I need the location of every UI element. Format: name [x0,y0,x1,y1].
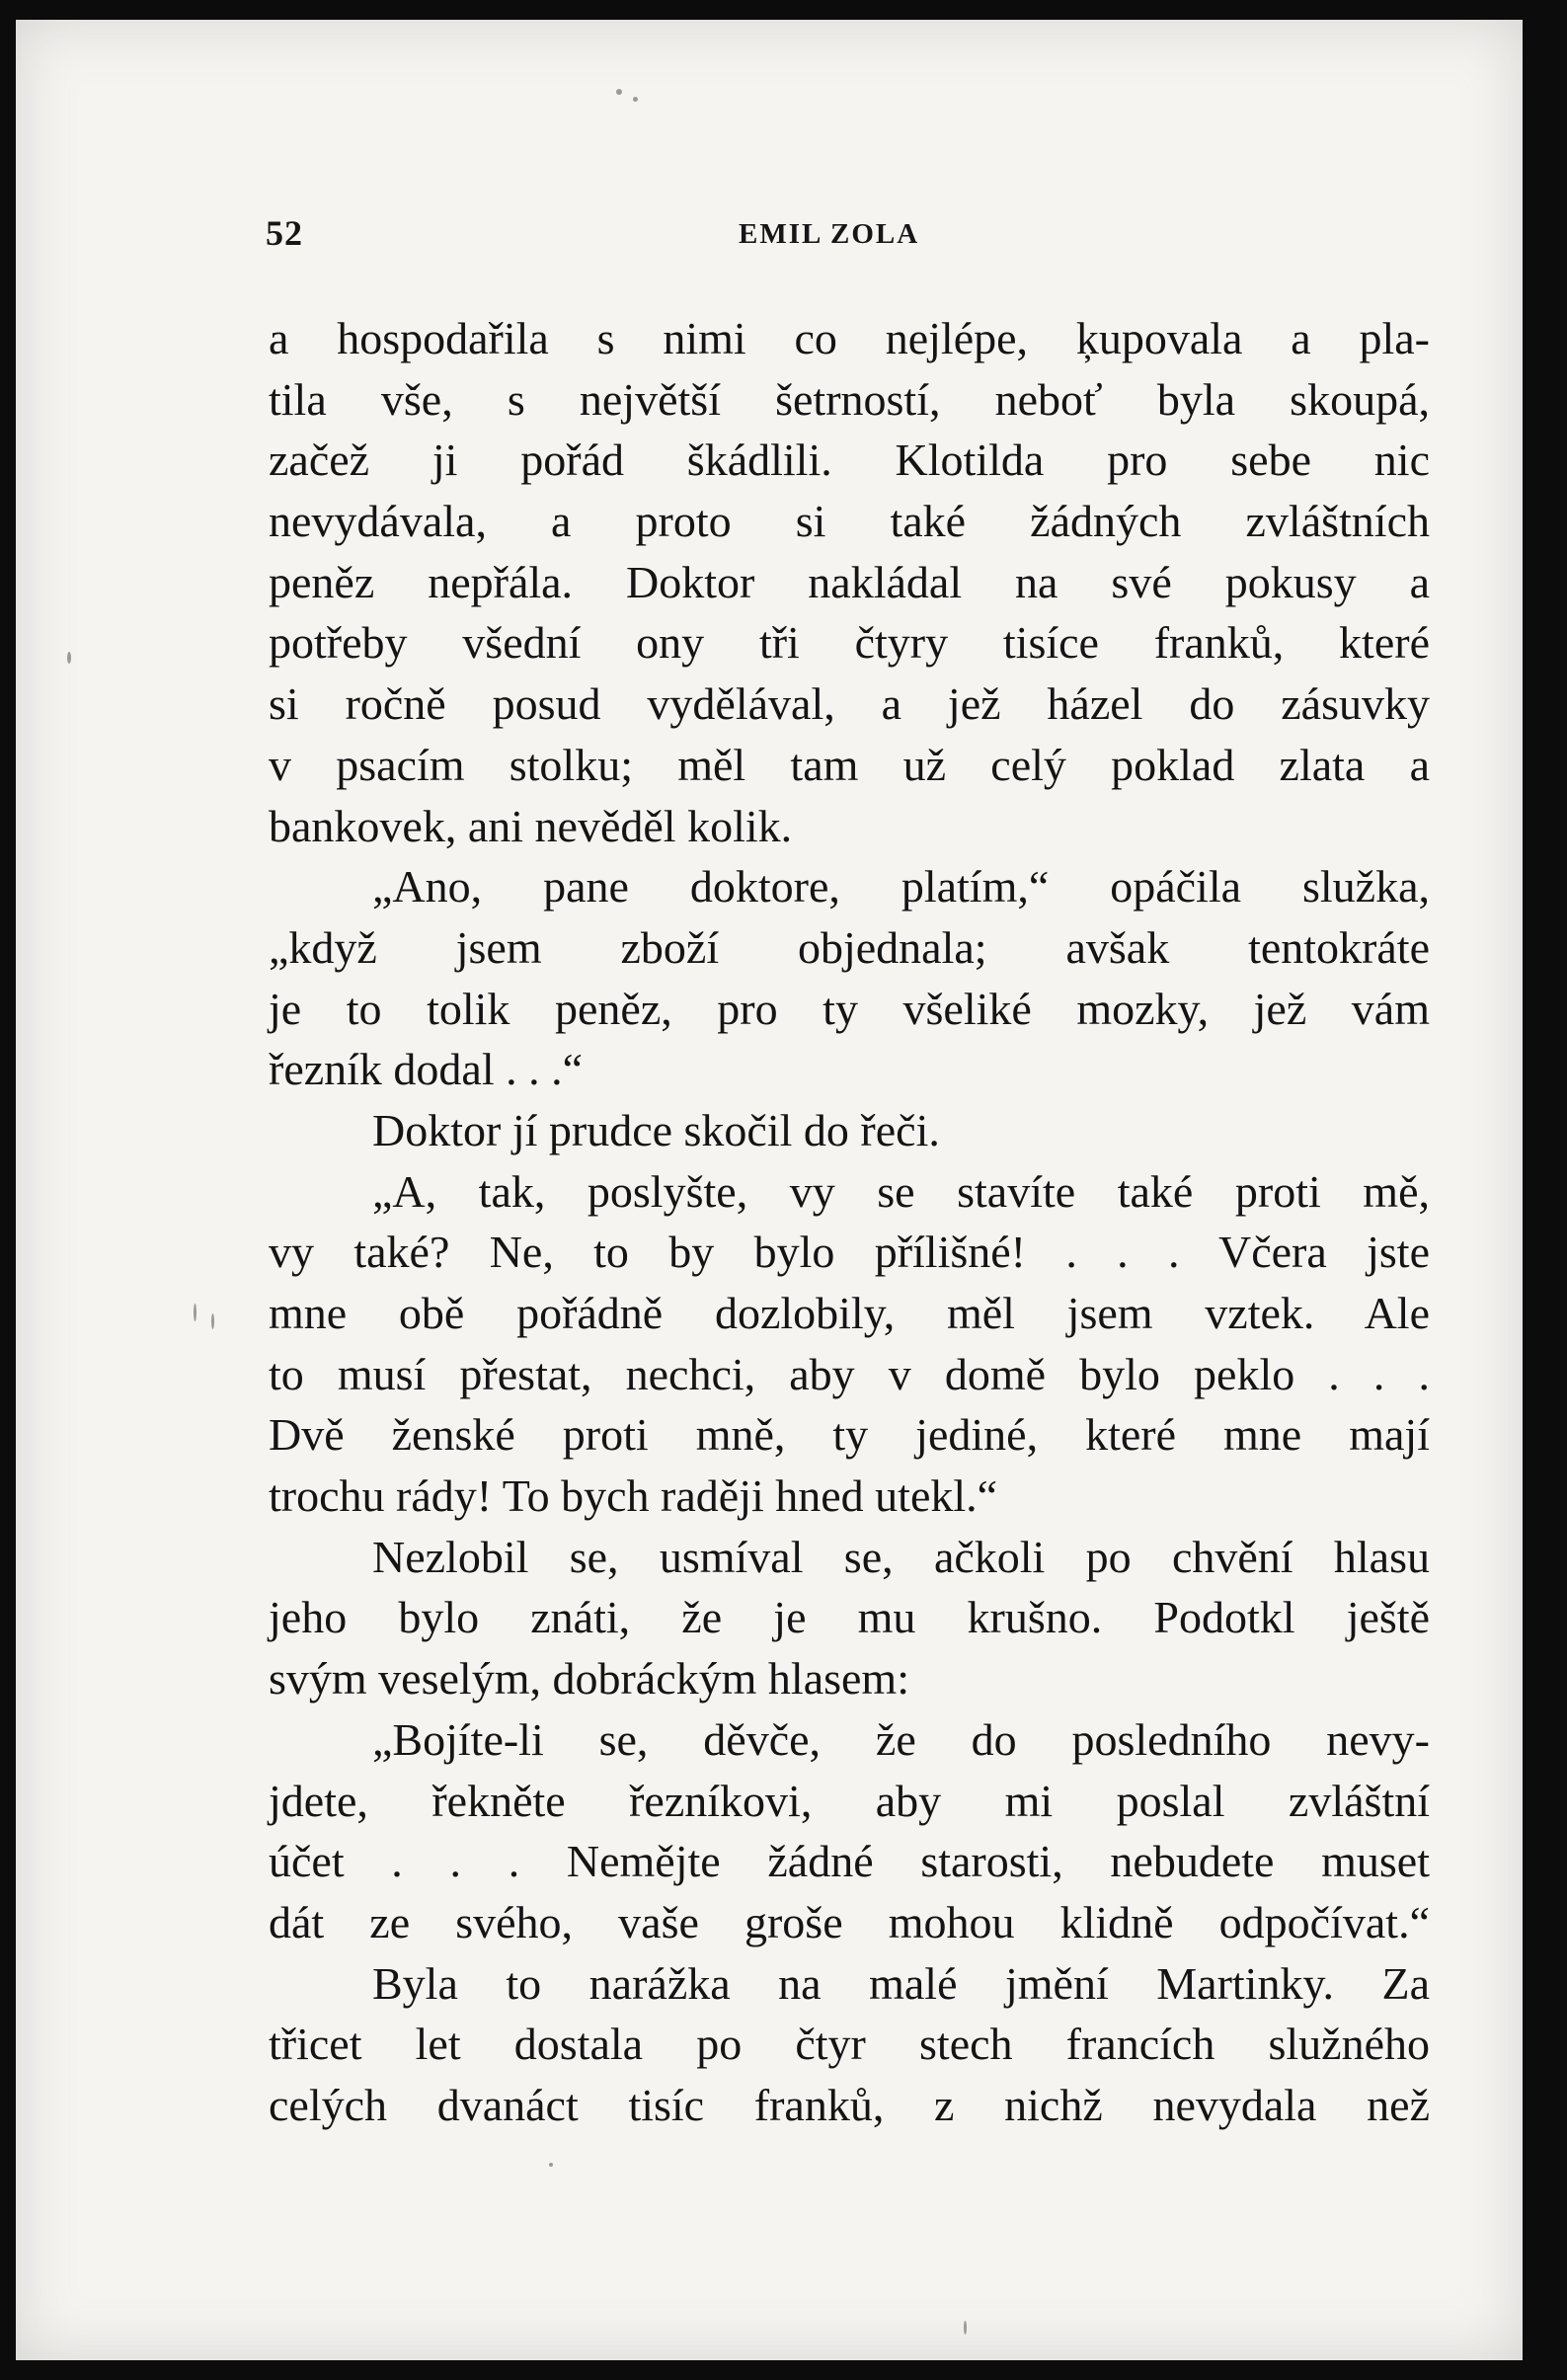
text-line: jdete, řekněte řezníkovi, aby mi poslal zvláštní [269,1775,1430,1826]
text-line: Nezlobil se, usmíval se, ačkoli po chvění hlasu [372,1531,1430,1582]
text-line: Doktor jí prudce skočil do řeči. [372,1104,940,1155]
text-line: řezník dodal . . .“ [269,1044,584,1095]
text-line: „A, tak, poslyšte, vy se stavíte také proti mě, [372,1165,1430,1217]
page-number: 52 [266,213,303,253]
scan-border [1523,0,1567,2380]
text-line: v psacím stolku; měl tam už celý poklad zlata a [269,739,1430,790]
scan-speck [211,1313,214,1329]
text-line: nevydávala, a proto si také žádných zvláštních [269,496,1430,547]
text-line: jeho bylo znáti, že je mu krušno. Podotkl ještě [269,1592,1430,1643]
scan-speck [67,652,71,664]
text-line: je to tolik peněz, pro ty všeliké mozky, jež vám [269,983,1430,1034]
text-line: Byla to narážka na malé jmění Martinky. Za [372,1957,1430,2009]
text-line: svým veselým, dobráckým hlasem: [269,1653,909,1705]
text-line: bankovek, ani nevěděl kolik. [269,800,793,851]
text-line: účet . . . Nemějte žádné starosti, nebudete muset [269,1836,1430,1887]
text-line: Dvě ženské proti mně, ty jediné, které mne mají [269,1409,1430,1461]
text-line: trochu rády! To bych raději hned utekl.“ [269,1470,998,1522]
text-line: „když jsem zboží objednala; avšak tentokráte [269,921,1430,973]
text-line: si ročně posud vydělával, a jež házel do zásuvky [269,678,1430,730]
text-line: začež ji pořád škádlili. Klotilda pro sebe nic [269,435,1430,486]
text-line: tila vše, s největší šetrností, neboť byla skoupá, [269,373,1430,425]
body-text [269,308,1430,2136]
scan-speck [549,2163,553,2167]
scan-speck [194,1304,196,1321]
scan-speck [616,89,622,95]
text-line: celých dvanáct tisíc franků, z nichž nevydala než [269,2079,1430,2130]
text-line: vy také? Ne, to by bylo přílišné! . . . Včera jste [269,1227,1430,1278]
scan-speck [633,97,638,102]
text-line: to musí přestat, nechci, aby v domě bylo peklo . . . [269,1348,1430,1399]
text-line: „Ano, pane doktore, platím,“ opáčila služka, [372,861,1430,912]
text-line: třicet let dostala po čtyr stech francích služného [269,2019,1430,2070]
text-line: dát ze svého, vaše groše mohou klidně odpočívat.“ [269,1896,1430,1947]
scan-speck [964,2321,967,2335]
text-line: peněz nepřála. Doktor nakládal na své pokusy a [269,556,1430,607]
text-line: mne obě pořádně dozlobily, měl jsem vztek. Ale [269,1288,1430,1338]
text-line: a hospodařila s nimi co nejlépe, ķupovala a pla- [269,313,1430,363]
paper-sheet [16,20,1523,2360]
running-title: EMIL ZOLA [739,218,920,250]
text-line: potřeby všední ony tři čtyry tisíce franků, které [269,617,1430,669]
text-line: „Bojíte-li se, děvče, že do posledního nevy- [372,1713,1430,1765]
page-header [16,212,1523,262]
